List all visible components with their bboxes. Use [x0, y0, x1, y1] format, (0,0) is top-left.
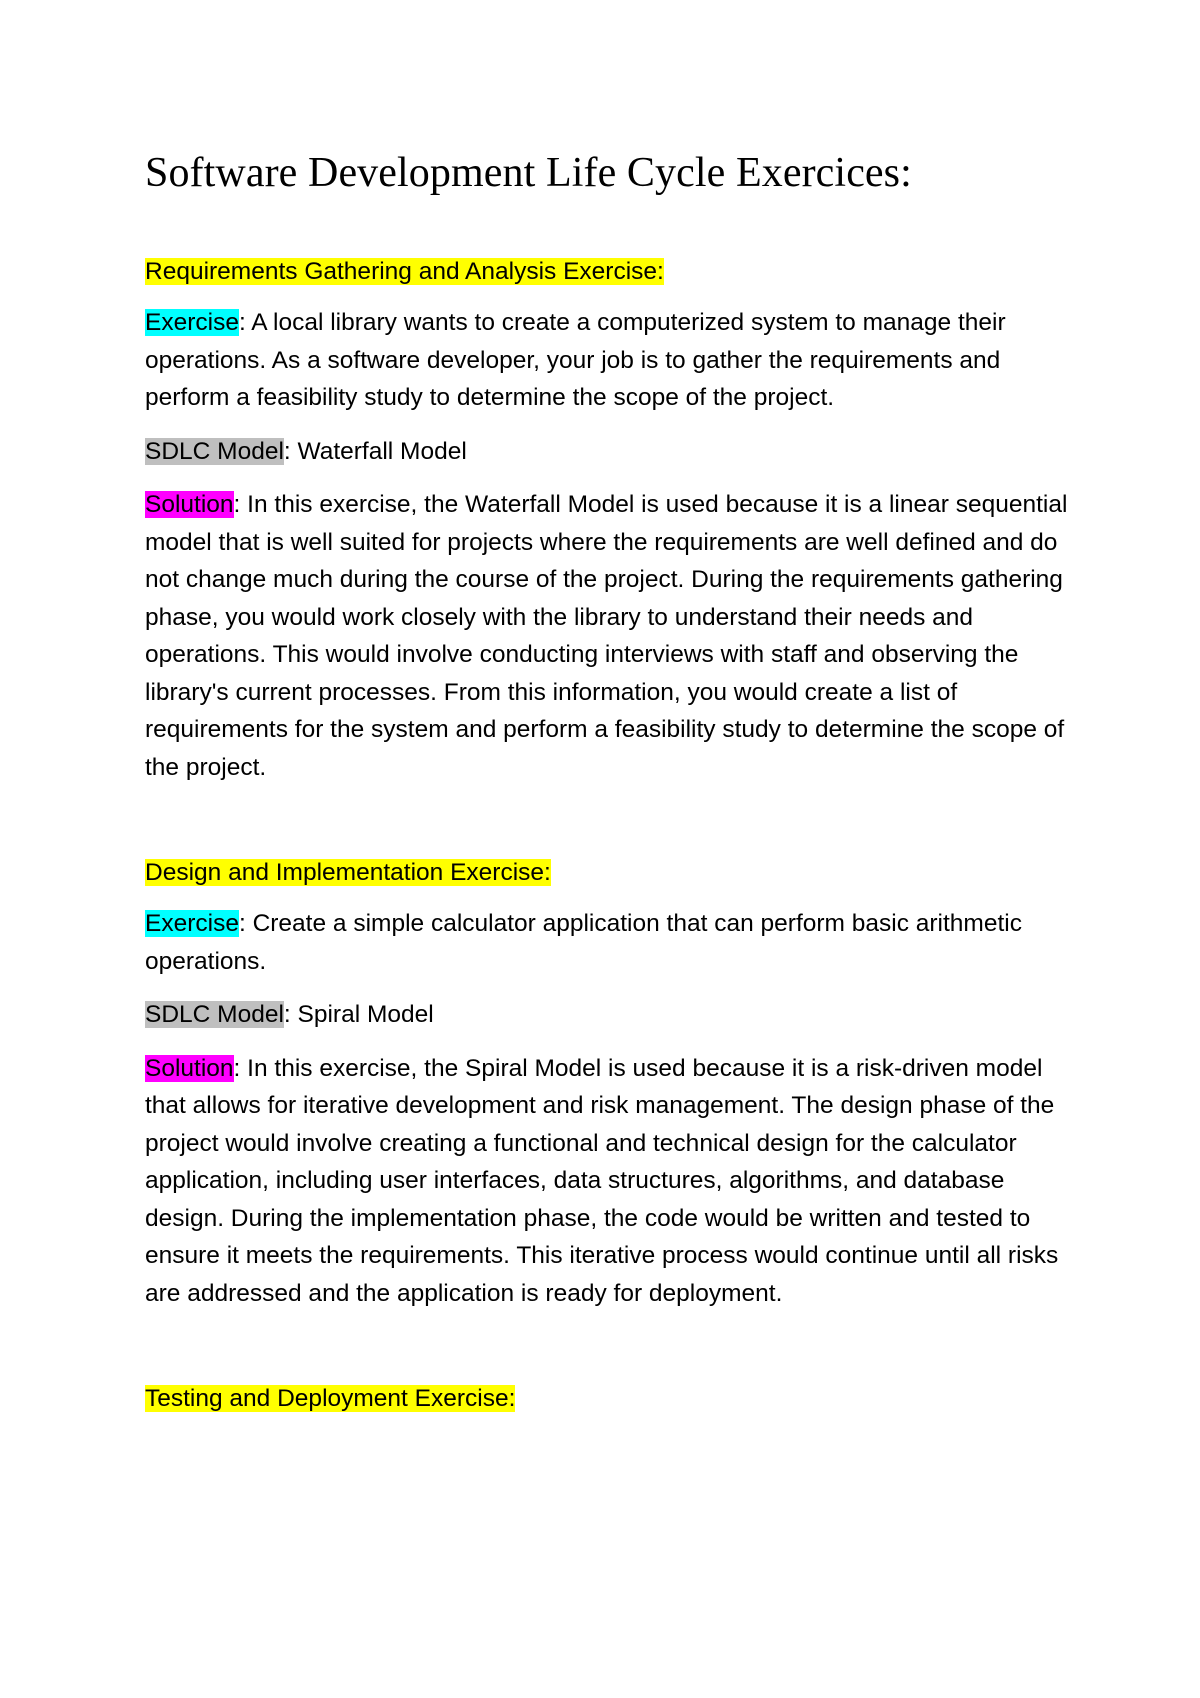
document-page: [145, 145, 1080, 1431]
section-heading-text: Requirements Gathering and Analysis Exercise:: [145, 258, 664, 285]
section-heading-text: Testing and Deployment Exercise:: [145, 1385, 516, 1412]
exercise-label: Exercise: [145, 309, 239, 336]
model-text: : Waterfall Model: [283, 437, 467, 465]
section-spacer: [145, 802, 1080, 854]
section-heading-text: Design and Implementation Exercise:: [145, 859, 551, 886]
section-heading: [145, 854, 1080, 891]
section-requirements: [145, 253, 1080, 786]
solution-label: Solution: [145, 1054, 234, 1082]
section-design: [145, 854, 1080, 1312]
model-paragraph: [145, 433, 1080, 471]
solution-text: : In this exercise, the Spiral Model is used because it is a risk-driven model that allows for iterative development and risk management. The design phase of the project would involve creating a functional and technical design for the calculator application, including user interfaces, data structures, algorithms, and database design. During the implementation phase, the code would be written and tested to ensure it meets the requirements. This iterative process would continue until all risks are addressed and the application is ready for deployment.: [145, 1054, 1059, 1307]
model-label: SDLC Model: [145, 1001, 284, 1028]
exercise-text: : Create a simple calculator application that can perform basic arithmetic operations.: [145, 910, 1022, 975]
section-heading: [145, 253, 1080, 290]
model-label: SDLC Model: [145, 437, 284, 465]
model-paragraph: [145, 996, 1080, 1034]
section-testing: [145, 1380, 1080, 1417]
model-text: : Spiral Model: [283, 1001, 434, 1028]
solution-label: Solution: [145, 491, 234, 518]
section-heading: [145, 1380, 1080, 1417]
exercise-paragraph: [145, 304, 1080, 417]
exercise-label: Exercise: [145, 910, 239, 937]
solution-text: : In this exercise, the Waterfall Model is used because it is a linear sequential model that is well suited for projects where the requirements are well defined and do not change much during the course of the project. During the requirements gathering phase, you would work closely with the library to understand their needs and operations. This would involve conducting interviews with staff and observing the library's current processes. From this information, you would create a list of requirements for the system and perform a feasibility study to determine the scope of the project.: [145, 491, 1068, 781]
section-spacer: [145, 1328, 1080, 1380]
exercise-paragraph: [145, 905, 1080, 980]
document-title: Software Development Life Cycle Exercices:: [145, 150, 912, 196]
solution-paragraph: [145, 486, 1080, 786]
solution-paragraph: [145, 1050, 1080, 1313]
exercise-text: : A local library wants to create a computerized system to manage their operations. As a software developer, your job is to gather the requirements and perform a feasibility study to determine the scope of the project.: [145, 309, 1006, 411]
